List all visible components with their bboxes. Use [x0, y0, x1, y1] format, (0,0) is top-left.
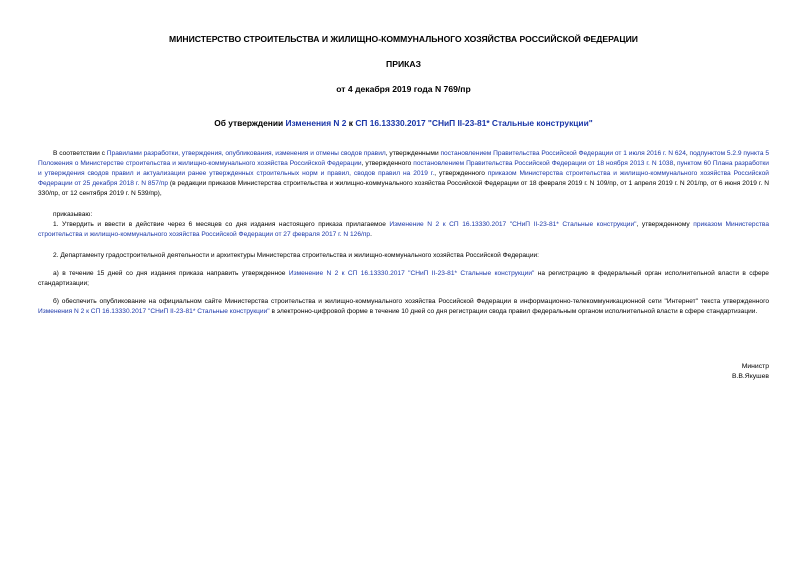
preamble-text: , утвержденного — [361, 160, 414, 167]
preamble-text: (в редакции приказов Министерства строительства и жилищно-коммунального хозяйства Российской Федерации от 18 февраля 2019 г. N 109/пр, от 1 апреля 2019 г. N 201/пр, от 6 июня 2019 г. N 330/пр, от 12 сентября 2019 г. N 539/пр), — [38, 180, 769, 197]
document-body — [38, 149, 769, 317]
document-type-heading: ПРИКАЗ — [386, 59, 421, 69]
preamble-text: В соответствии с — [53, 150, 107, 157]
ministry-heading: МИНИСТЕРСТВО СТРОИТЕЛЬСТВА И ЖИЛИЩНО-КОММУНАЛЬНОГО ХОЗЯЙСТВА РОССИЙСКОЙ ФЕДЕРАЦИИ — [169, 34, 638, 44]
link-government-decree-1038[interactable]: постановлением Правительства Российской Федерации от 18 ноября 2013 г. N 1038 — [413, 160, 674, 167]
preamble-text: , утвержденного — [434, 170, 488, 177]
link-change-2[interactable]: Изменение N 2 к СП 16.13330.2017 "СНиП II-23-81* Стальные конструкции" — [389, 221, 637, 228]
item-2a-text: а) в течение 15 дней со дня издания приказа направить утвержденное — [53, 270, 289, 277]
item-1-text: , утвержденному — [636, 221, 694, 228]
preamble-text: , утвержденными — [385, 150, 441, 157]
link-plan-item-60[interactable]: пунктом 60 Плана разработки и утверждения сводов правил и актуализации ранее утвержденных строительных норм и правил, сводов правил на 2019 г. — [38, 160, 769, 177]
link-rules[interactable]: Правилами разработки, утверждения, опубликования, изменения и отмены сводов правил — [106, 150, 386, 157]
subject-prefix: Об утверждении — [214, 118, 286, 128]
subject-link-sp[interactable]: СП 16.13330.2017 "СНиП II-23-81* Стальные конструкции" — [355, 118, 593, 128]
item-2b-text: б) обеспечить опубликование на официальном сайте Министерства строительства и жилищно-коммунального хозяйства Российской Федерации в информационно-телекоммуникационной сети "Интернет" текста утвержденного — [53, 298, 769, 305]
link-order-126[interactable]: приказом Министерства строительства и жилищно-коммунального хозяйства Российской Федерации от 27 февраля 2017 г. N 126/пр — [38, 221, 770, 238]
order-word: приказываю: — [53, 211, 93, 218]
link-change-2-publication[interactable]: Изменения N 2 к СП 16.13330.2017 "СНиП II-23-81* Стальные конструкции" — [38, 308, 270, 315]
signatory-name: В.В.Якушев — [731, 373, 769, 380]
item-1 — [38, 220, 769, 240]
link-regulation-subclause[interactable]: подпунктом 5.2.9 пункта 5 Положения о Министерстве строительства и жилищно-коммунального хозяйства Российской Федерации — [38, 150, 770, 167]
item-2b-text: в электронно-цифровой форме в течение 10 дней со дня регистрации свода правил федеральным органом исполнительной власти в сфере стандартизации. — [269, 308, 758, 315]
order-date-number: от 4 декабря 2019 года N 769/пр — [336, 84, 471, 94]
preamble-text: , — [685, 150, 690, 157]
preamble-text: , — [673, 160, 678, 167]
link-order-857[interactable]: приказом Министерства строительства и жилищно-коммунального хозяйства Российской Федерации от 25 декабря 2018 г. N 857/пр — [38, 170, 769, 187]
item-2a-text: на регистрацию в федеральный орган исполнительной власти в сфере стандартизации; — [38, 270, 769, 287]
order-subject — [38, 118, 769, 128]
item-2: 2. Департаменту градостроительной деятельности и архитектуры Министерства строительства и жилищно-коммунального хозяйства Российской Федерации: — [53, 252, 540, 259]
preamble-paragraph — [38, 149, 769, 199]
subject-mid: к — [346, 118, 356, 128]
link-government-decree-624[interactable]: постановлением Правительства Российской Федерации от 1 июля 2016 г. N 624 — [440, 150, 686, 157]
signature-block — [732, 362, 769, 382]
signatory-title: Министр — [741, 363, 769, 370]
item-2a — [38, 269, 769, 289]
item-2b — [38, 297, 769, 317]
subject-link-change[interactable]: Изменения N 2 — [285, 118, 347, 128]
item-1-text: . — [370, 231, 372, 238]
link-change-2-registration[interactable]: Изменение N 2 к СП 16.13330.2017 "СНиП II-23-81* Стальные конструкции" — [288, 270, 535, 277]
item-1-text: 1. Утвердить и ввести в действие через 6 месяцев со дня издания настоящего приказа прилагаемое — [53, 221, 390, 228]
